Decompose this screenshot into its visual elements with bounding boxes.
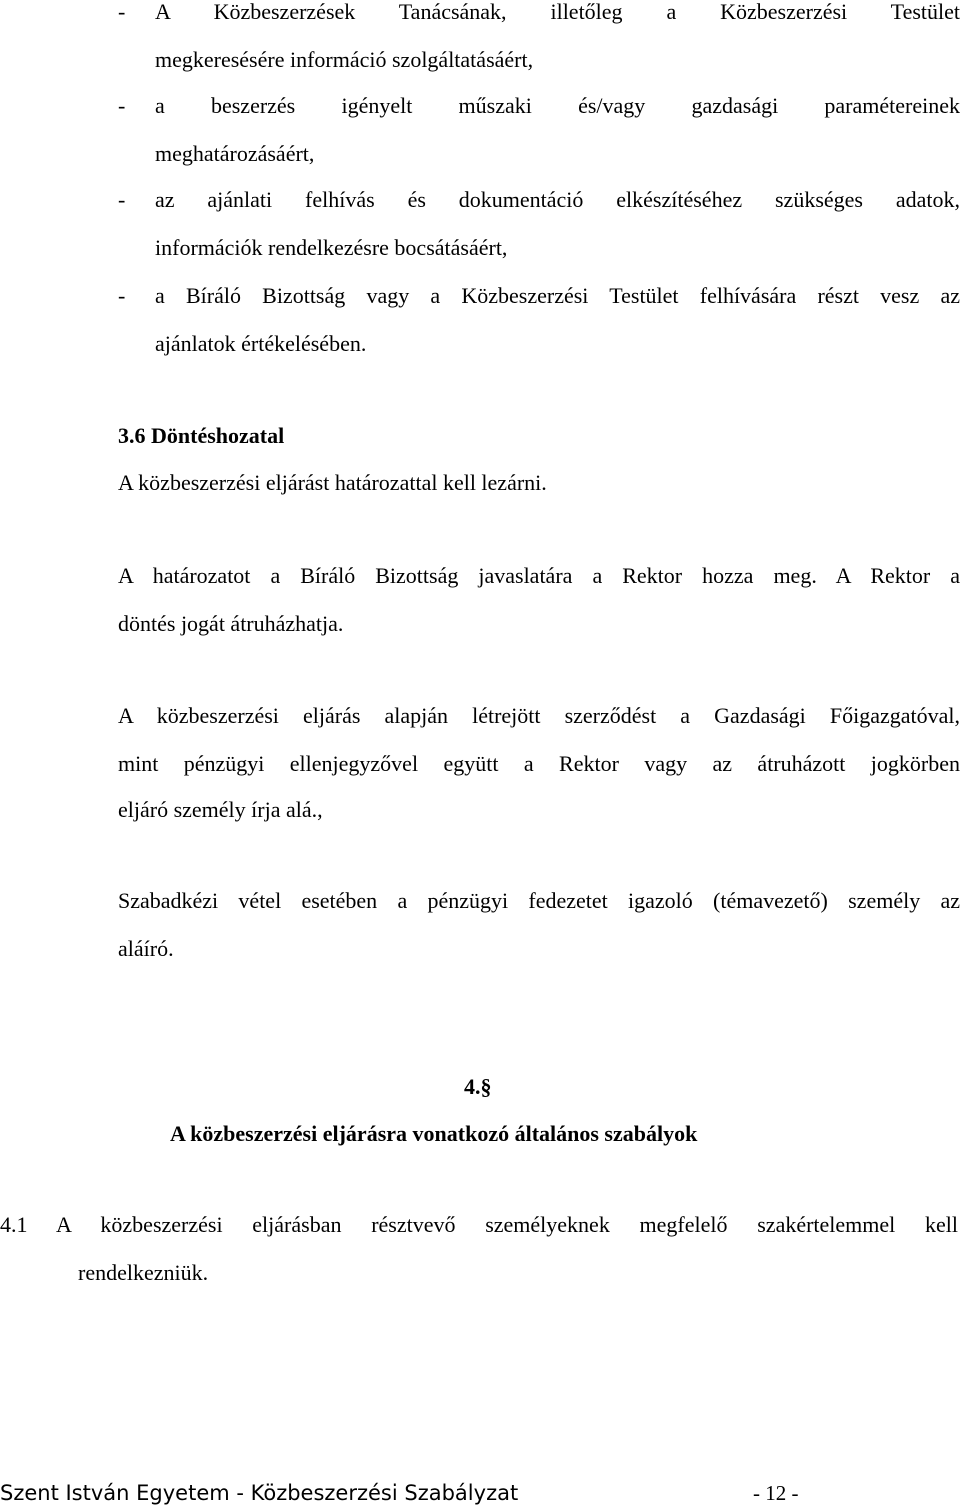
bullet-dash: - (118, 93, 126, 118)
paragraph-line: A közbeszerzési eljárást határozattal kell lezárni. (118, 470, 547, 495)
paragraph-line: A közbeszerzési eljárás alapján létrejött szerződést a Gazdasági Főigazgatóval, (118, 703, 960, 728)
bullet-line: megkeresésére információ szolgáltatásáért, (155, 47, 534, 72)
paragraph-line: Szabadkézi vétel esetében a pénzügyi fedezetet igazoló (témavezető) személy az (118, 888, 960, 913)
section-title-4: A közbeszerzési eljárásra vonatkozó általános szabályok (170, 1121, 698, 1146)
bullet-dash: - (118, 0, 126, 24)
paragraph-line: A határozatot a Bíráló Bizottság javaslatára a Rektor hozza meg. A Rektor a (118, 563, 960, 588)
bullet-line: a Bíráló Bizottság vagy a Közbeszerzési Testület felhívására részt vesz az (155, 283, 960, 308)
item-line: rendelkezniük. (78, 1260, 209, 1285)
bullet-dash: - (118, 283, 126, 308)
paragraph-line: döntés jogát átruházhatja. (118, 611, 344, 636)
paragraph-line: mint pénzügyi ellenjegyzővel együtt a Rektor vagy az átruházott jogkörben (118, 751, 960, 776)
page-footer (0, 1474, 960, 1504)
section-number-4: 4.§ (464, 1074, 492, 1099)
section-heading-3-6: 3.6 Döntéshozatal (118, 423, 285, 448)
bullet-line: a beszerzés igényelt műszaki és/vagy gazdasági paramétereinek (155, 93, 960, 118)
footer-title: Szent István Egyetem - Közbeszerzési Szabályzat (0, 1481, 519, 1505)
item-line: 4.1 A közbeszerzési eljárásban résztvevő személyeknek megfelelő szakértelemmel kell (0, 1212, 958, 1237)
paragraph-line: eljáró személy írja alá., (118, 797, 323, 822)
bullet-line: információk rendelkezésre bocsátásáért, (155, 235, 508, 260)
bullet-line: meghatározásáért, (155, 141, 315, 166)
footer-page-number: - 12 - (753, 1481, 799, 1505)
paragraph-line: aláíró. (118, 936, 174, 961)
bullet-line: A Közbeszerzések Tanácsának, illetőleg a Közbeszerzési Testület (155, 0, 960, 24)
bullet-dash: - (118, 187, 126, 212)
bullet-line: ajánlatok értékelésében. (155, 331, 367, 356)
bullet-line: az ajánlati felhívás és dokumentáció elkészítéséhez szükséges adatok, (155, 187, 960, 212)
